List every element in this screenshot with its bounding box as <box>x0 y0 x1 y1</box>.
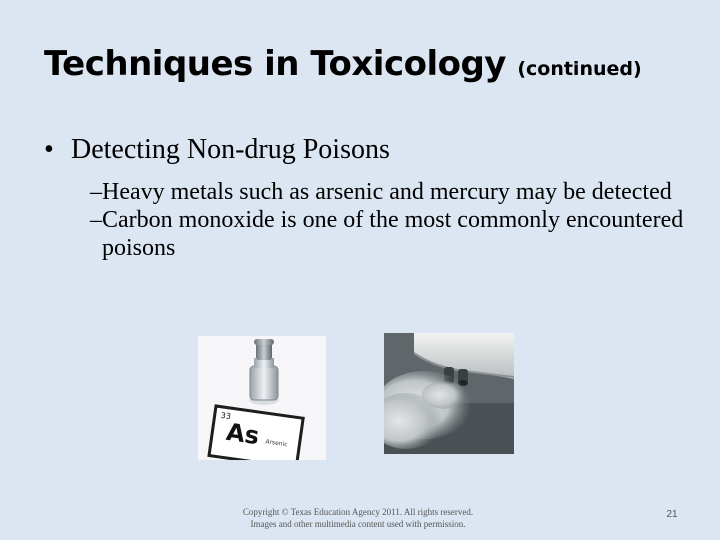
arsenic-symbol: As <box>224 417 262 451</box>
bullet-list <box>44 132 684 262</box>
bullet-marker: • <box>44 134 54 165</box>
subbullet-item <box>90 206 684 262</box>
slide-title-sub: (continued) <box>517 58 642 80</box>
subbullet-text: Heavy metals such as arsenic and mercury may be detected <box>102 179 672 205</box>
subbullet-item <box>90 178 684 206</box>
arsenic-name: Arsenic <box>265 438 288 449</box>
permission-line: Images and other multimedia content used with permission. <box>250 519 466 529</box>
page-number: 21 <box>666 509 678 520</box>
car-exhaust-illustration <box>384 333 514 454</box>
slide-footer <box>200 506 516 530</box>
subbullet-marker: – <box>90 179 102 205</box>
car-exhaust-image <box>384 333 514 454</box>
bullet-item <box>44 132 684 168</box>
slide-title <box>44 44 642 84</box>
arsenic-vial-image <box>198 336 326 460</box>
slide-title-main: Techniques in Toxicology <box>44 44 506 84</box>
arsenic-vial-illustration <box>198 336 326 460</box>
subbullet-text: Carbon monoxide is one of the most commonly encountered poisons <box>102 207 684 261</box>
copyright-line: Copyright © Texas Education Agency 2011. All rights reserved. <box>242 507 474 517</box>
subbullet-marker: – <box>90 207 102 233</box>
arsenic-number: 33 <box>220 410 232 422</box>
bullet-text: Detecting Non-drug Poisons <box>71 134 390 165</box>
